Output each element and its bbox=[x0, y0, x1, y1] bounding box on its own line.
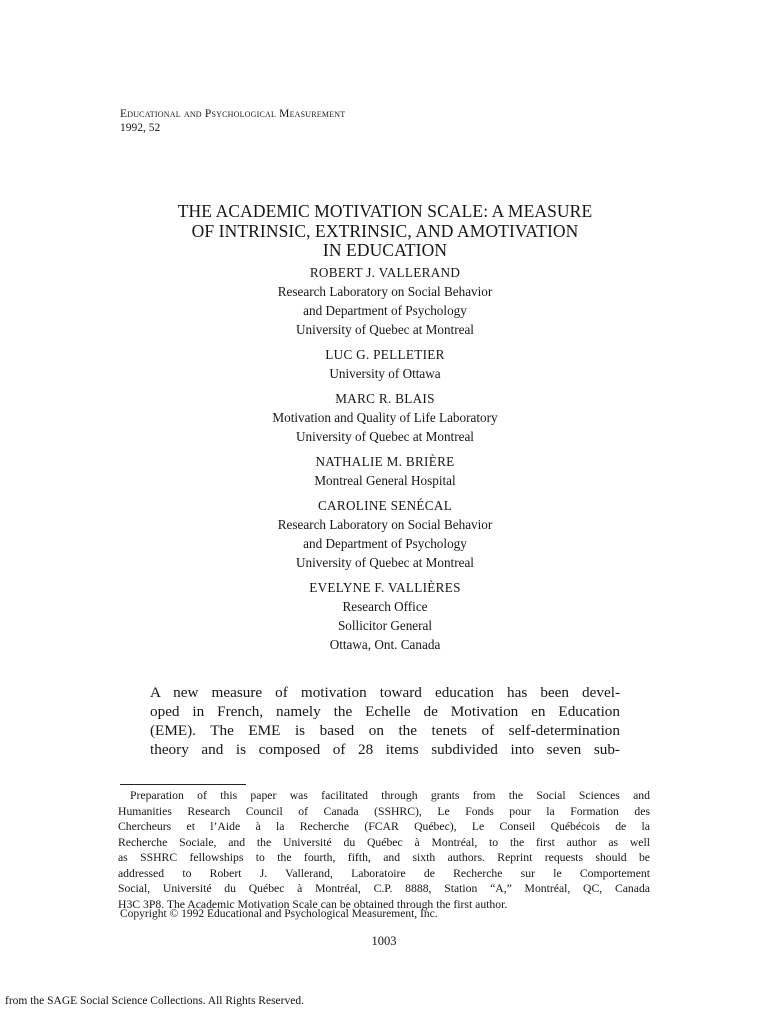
author-affiliation: Motivation and Quality of Life Laboratory bbox=[272, 410, 498, 425]
footnote-line: as SSHRC fellowships to the fourth, fifth, and sixth authors. Reprint requests should be bbox=[118, 851, 650, 864]
author-affiliation: University of Ottawa bbox=[329, 366, 441, 381]
footnote-line: Chercheurs et l’Aide à la Recherche (FCAR Québec), Le Conseil Québécois de la bbox=[118, 820, 650, 833]
author-affiliation: and Department of Psychology bbox=[303, 303, 467, 318]
author-affiliation: Research Laboratory on Social Behavior bbox=[277, 284, 493, 299]
abstract bbox=[150, 683, 620, 759]
page-number-row bbox=[0, 934, 768, 949]
author-name: EVELYNE F. VALLIÈRES bbox=[309, 580, 461, 595]
author-affiliation: University of Quebec at Montreal bbox=[296, 429, 474, 444]
collection-watermark: from the SAGE Social Science Collections. All Rights Reserved. bbox=[5, 995, 304, 1007]
footnote-line: Humanities Research Council of Canada (SSHRC), Le Fonds pour la Formation des bbox=[118, 804, 650, 818]
page-number: 1003 bbox=[371, 934, 397, 948]
footnote-line: addressed to Robert J. Vallerand, Laboratoire de Recherche sur le Comportement bbox=[118, 866, 650, 880]
abstract-line: A new measure of motivation toward education has been devel- bbox=[150, 684, 620, 701]
footnote-line: Preparation of this paper was facilitated through grants from the Social Sciences and bbox=[130, 789, 650, 802]
abstract-line: oped in French, namely the Echelle de Motivation en Education bbox=[150, 703, 620, 720]
journal-volume: 1992, 52 bbox=[120, 122, 161, 134]
author-name: CAROLINE SENÉCAL bbox=[317, 498, 453, 513]
article-title bbox=[110, 202, 660, 261]
abstract-line: theory and is composed of 28 items subdivided into seven sub- bbox=[150, 741, 620, 758]
author-block bbox=[110, 579, 660, 654]
footnote-line: Recherche Sociale, and the Université du Québec à Montréal, to the first author as well bbox=[118, 835, 650, 849]
author-block bbox=[110, 390, 660, 446]
author-affiliation: Ottawa, Ont. Canada bbox=[329, 637, 441, 652]
author-block bbox=[110, 453, 660, 490]
author-affiliation: and Department of Psychology bbox=[303, 536, 467, 551]
footnote-line: H3C 3P8. The Academic Motivation Scale can be obtained through the first author. bbox=[118, 897, 508, 911]
author-list bbox=[110, 264, 660, 661]
author-name: ROBERT J. VALLERAND bbox=[309, 265, 461, 280]
author-name: NATHALIE M. BRIÈRE bbox=[315, 454, 455, 469]
author-name: LUC G. PELLETIER bbox=[325, 347, 445, 362]
author-affiliation: University of Quebec at Montreal bbox=[296, 322, 474, 337]
author-block bbox=[110, 264, 660, 339]
journal-name: Educational and Psychological Measurement bbox=[120, 108, 346, 120]
title-line: IN EDUCATION bbox=[322, 240, 448, 260]
title-line: THE ACADEMIC MOTIVATION SCALE: A MEASURE bbox=[177, 201, 593, 221]
author-affiliation: Montreal General Hospital bbox=[314, 473, 456, 488]
author-name: MARC R. BLAIS bbox=[335, 391, 435, 406]
author-affiliation: Research Laboratory on Social Behavior bbox=[277, 517, 493, 532]
journal-header bbox=[120, 107, 345, 135]
footnote-line: Social, Université du Québec à Montréal, C.P. 8888, Station “A,” Montréal, QC, Canada bbox=[118, 882, 650, 895]
copyright-notice: Copyright © 1992 Educational and Psychological Measurement, Inc. bbox=[120, 908, 438, 920]
author-block bbox=[110, 497, 660, 572]
abstract-line: (EME). The EME is based on the tenets of self-determination bbox=[150, 722, 620, 739]
footnote bbox=[118, 788, 650, 912]
author-block bbox=[110, 346, 660, 383]
author-affiliation: University of Quebec at Montreal bbox=[296, 555, 474, 570]
footnote-rule bbox=[120, 784, 246, 785]
title-line: OF INTRINSIC, EXTRINSIC, AND AMOTIVATION bbox=[191, 220, 579, 241]
author-affiliation: Research Office bbox=[342, 599, 428, 614]
author-affiliation: Sollicitor General bbox=[337, 618, 433, 633]
